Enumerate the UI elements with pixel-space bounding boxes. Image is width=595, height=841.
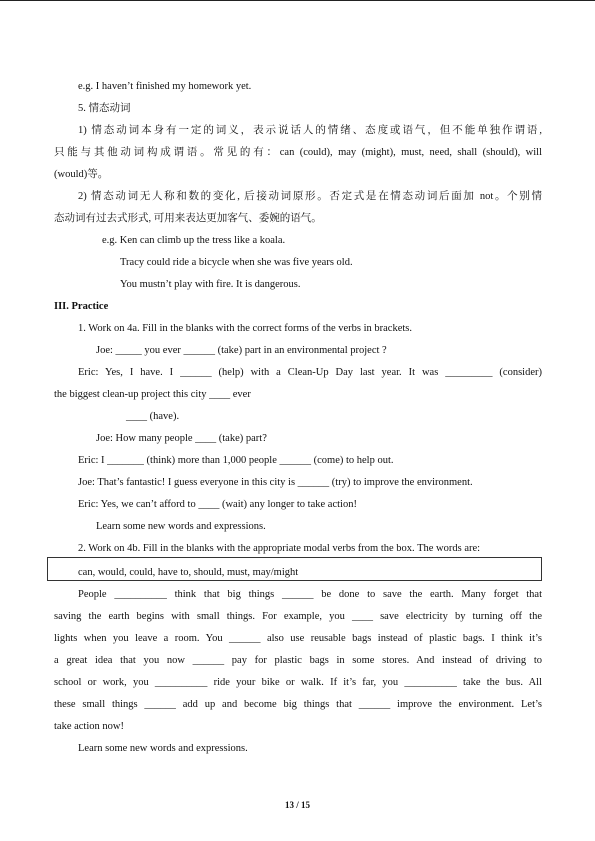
passage-line: saving the earth begins with small things. For example, you ____ save electricity by turning off the <box>54 611 542 622</box>
passage-line: school or work, you __________ ride your bike or walk. If it’s far, you __________ take the bus. All <box>54 677 542 688</box>
top-rule <box>0 0 595 1</box>
example-line: e.g. Ken can climb up the tress like a koala. <box>102 235 286 246</box>
dialogue-line: ____ (have). <box>126 411 180 422</box>
example-line: Tracy could ride a bicycle when she was five years old. <box>120 257 353 268</box>
exercise-instruction: 2. Work on 4b. Fill in the blanks with the appropriate modal verbs from the box. The words are: <box>78 543 481 554</box>
dialogue-line: Joe: _____ you ever ______ (take) part in an environmental project ? <box>96 345 387 356</box>
page-number: 13 / 15 <box>284 800 310 810</box>
passage-line: People __________ think that big things ______ be done to save the earth. Many forget that <box>78 589 542 600</box>
passage-line: take action now! <box>54 721 124 732</box>
paragraph-line: 态动词有过去式形式, 可用来表达更加客气、委婉的语气。 <box>54 213 322 224</box>
paragraph-line: 2) 情态动词无人称和数的变化, 后接动词原形。否定式是在情态动词后面加 not。个别情 <box>78 191 542 202</box>
passage-line: a great idea that you now ______ pay for plastic bags in some stores. And instead of driving to <box>54 655 542 666</box>
word-box-words: can, would, could, have to, should, must, may/might <box>78 567 299 578</box>
note-line: Learn some new words and expressions. <box>96 521 266 532</box>
example-line: You mustn’t play with fire. It is dangerous. <box>120 279 301 290</box>
paragraph-line: 只能与其他动词构成谓语。常见的有：can (could), may (might), must, need, shall (should), will <box>54 147 542 158</box>
example-line: e.g. I haven’t finished my homework yet. <box>78 81 252 92</box>
section-heading-modal-verbs: 5. 情态动词 <box>78 103 131 114</box>
dialogue-line: Joe: How many people ____ (take) part? <box>96 433 267 444</box>
dialogue-line: Eric: Yes, we can’t afford to ____ (wait) any longer to take action! <box>78 499 357 510</box>
dialogue-line: Eric: Yes, I have. I ______ (help) with a Clean-Up Day last year. It was _________ (consider) <box>78 367 542 378</box>
note-line: Learn some new words and expressions. <box>78 743 248 754</box>
dialogue-line: the biggest clean-up project this city ____ ever <box>54 389 251 400</box>
dialogue-line: Joe: That’s fantastic! I guess everyone in this city is ______ (try) to improve the environment. <box>78 477 473 488</box>
paragraph-line: 1) 情态动词本身有一定的词义，表示说话人的情绪、态度或语气，但不能单独作谓语, <box>78 125 542 136</box>
dialogue-line: Eric: I _______ (think) more than 1,000 people ______ (come) to help out. <box>78 455 394 466</box>
passage-line: lights when you leave a room. You ______ also use reusable bags instead of plastic bags. I think it’s <box>54 633 542 644</box>
passage-line: these small things ______ add up and become big things that ______ improve the environment. Let’s <box>54 699 542 710</box>
paragraph-line: (would)等。 <box>54 169 109 180</box>
exercise-instruction: 1. Work on 4a. Fill in the blanks with the correct forms of the verbs in brackets. <box>78 323 413 334</box>
section-heading-practice: III. Practice <box>54 301 109 312</box>
